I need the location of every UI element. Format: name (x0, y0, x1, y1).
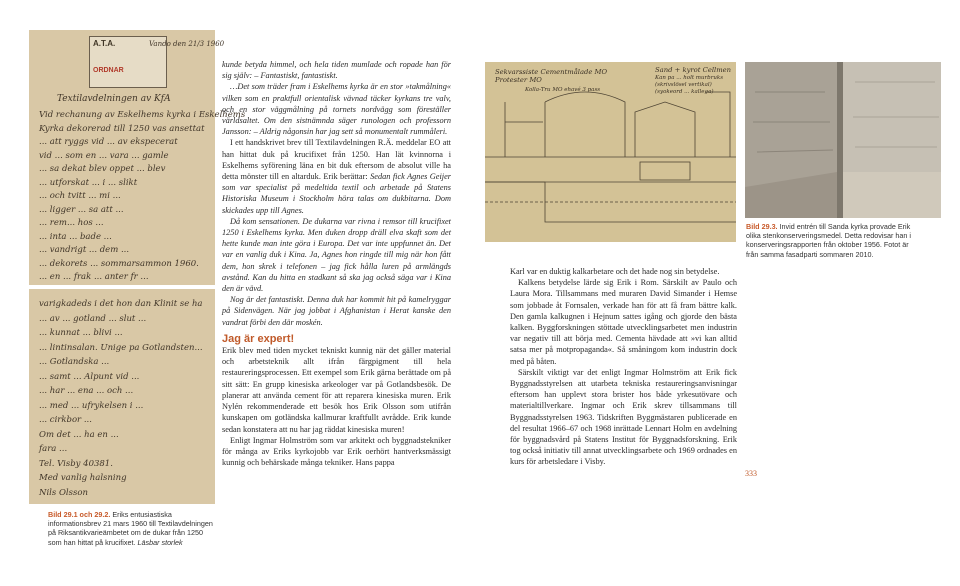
drawing-label-tr3: (skrivslösel vertikal) (655, 82, 712, 88)
left-paragraph-6: Erik blev med tiden mycket tekniskt kunnig när det gäller material och arbetsteknik allt ifrån färgpigment till hela restaureringsprocessen. Ett exempel som Erik gärna berättade om på sitt sätt: En grupp kinesiska arkeologer var på Gotlandsbesök. De planerar att använda cement för att reparera kinesiska muren. Erik Nylén rekommenderade ett besök hos Erik Olsson som utifrån kunskapen om gotländska kallmurar kraftfullt avrådde. Erik kunde sedan konstatera att nu har jag räddat kinesiska muren! (222, 346, 451, 434)
letter-top-line: ... sa dekat blev oppet ... blev (39, 164, 166, 174)
drawing-label-tr1: Sand + kyrot Cellmen (655, 66, 732, 74)
drawing-label-tl2: Protester MO (495, 76, 542, 84)
letter-bottom-line: ... kunnat ... blivi ... (39, 328, 123, 338)
letter-top-line: ... och tvitt ... mi ... (39, 191, 121, 201)
letter-top-line: ... ligger ... sa att ... (39, 204, 124, 215)
letter-top-line: ... rem... hos ... (39, 218, 104, 228)
caption-right-number: Bild 29.3. (746, 222, 778, 231)
page-number: 333 (745, 469, 757, 478)
right-paragraph-1: Karl var en duktig kalkarbetare och det hade nog sin betydelse. (510, 267, 720, 276)
left-paragraph-3-quote: Sedan fick Agnes Geijer som var specialist på medeltida textil och arbetade på Statens Historiska Museum i Stockholm höra talas om dukbitarna. Dom skickades upp till Agnes. (222, 172, 451, 215)
stamp-line2: ORDNAR (93, 67, 124, 74)
drawing-label-tl1: Sekvarssiste Cementmålade MO (495, 68, 608, 76)
caption-left-number: Bild 29.1 och 29.2. (48, 510, 111, 519)
left-paragraph-5: Nog är det fantastiskt. Denna duk har kommit hit på kamelryggar på Sidenvägen. När jag jobbat i Afghanistan i Herat kanske den vandrat förbi den där moskén. (222, 295, 451, 327)
letter-date: Vando den 21/3 1960 (149, 40, 225, 48)
letter-bottom-line: Nils Olsson (39, 487, 88, 498)
letter-heading: Textilavdelningen av KfA (57, 94, 171, 104)
letter-bottom-line: ... har ... ena ... och ... (39, 386, 134, 396)
caption-left (48, 510, 218, 547)
letter-bottom-line: fara ... (39, 444, 68, 454)
left-paragraph-3 (222, 137, 451, 215)
right-paragraph-2: Kalkens betydelse lärde sig Erik i Rom. Särskilt av Paulo och Laura Mora. Tillsammans med muraren David Simander i Hemse som jobbade åt Fornsalen, verkade han för att få fram bättre kalk. Den gamla kalkugnen i Hejnum sattes igång och gjorde den bästa kalken. Byggforskningen stöttade utvecklingsarbetet men industrin var negativ till att börja med. Cementa hävdade att »vi kan alltid satsa mer på motpropaganda«. Så småningom kom industrin dock med på båten. (510, 278, 737, 366)
letter-bottom-line: Tel. Visby 40381. (39, 458, 113, 469)
drawing-label-tr4: (syokeord ... kallega) (655, 89, 714, 95)
drawing-label-tr2: Kan pa ... holt murbruks (655, 75, 724, 81)
letter-bottom-line: ... av ... gotland ... slut ... (39, 313, 147, 324)
church-entrance-photo (745, 62, 941, 218)
left-paragraph-2: …Det som träder fram i Eskelhems kyrka är en stor »takmålning« vilken som en praktfull orientalisk vävnad täcker kyrkans tre valv, och en stor väggmålning på tornets nordvägg som föreställer världsaltet. Om den sistnämnda säger runologen och professorn Jansson: – Aldrig någonsin har jag sett så monumentalt rummåleri. (222, 82, 451, 137)
caption-left-text: Eriks entusiastiska informationsbrev 21 mars 1960 till Textilavdelningen på Riksantikvarieämbetet om de dukar från 1250 som han hittat på krucifixet. (48, 510, 213, 547)
caption-left-credit: Läsbar storlek (137, 537, 183, 547)
church-photo (745, 62, 941, 218)
letter-top-line: Kyrka dekorerad till 1250 vas ansettat (39, 123, 205, 134)
letter-image-top (29, 30, 246, 285)
drawing-sketch (485, 62, 736, 242)
letter-bottom-line: ... med ... ufrykelsen i ... (39, 400, 144, 411)
left-paragraph-4: Då kom sensationen. De dukarna var rivna i remsor till krucifixet 1250 i Eskelhems kyrka. Men duken dropp dräll elva skaft som det hette kunde man inte göra i Europa. Det var inte uppfunnet än. Det var en vanlig duk i Kina. Ja, Agnes hon ringde till mig när hon fått dem, hon skrek i telefonen – jag fick hålla luren på armlängds avstånd. Kan du hitta en stadkant så ska jag också säga var i Kina den är vävd. (222, 216, 451, 294)
letter-bottom-line: ... Gotlandska ... (39, 357, 110, 367)
letter-bottom-line: Om det ... ha en ... (39, 429, 119, 440)
letter-top-line: ... en ... frak ... anter fr ... (39, 272, 149, 282)
drawing-label-tl3: Kolla-Tru MO ehavé 3 pass (525, 87, 601, 93)
letter-bottom-line: ... samt ... Alpunt vid ... (39, 371, 140, 382)
left-paragraph-1: kunde betyda himmel, och hela tiden mumlade och ropade han för sig själv: – Fantastiskt, fantastiskt. (222, 60, 451, 81)
letter-top-line: ... att ryggs vid ... av ekspecerat (39, 137, 178, 147)
letter-bottom-line: ... cirkbor ... (39, 415, 92, 425)
letter-bottom-line: Med vanlig halsning (39, 473, 127, 483)
left-paragraph-7: Enligt Ingmar Holmström som var arkitekt och byggnadstekniker för många av Eriks kyrkojobb var Erik oerhört hantverksmässigt kunnig och behärskade många tekniker. Hans pappa (222, 435, 451, 468)
letter-bottom-line: varigkadeds i det hon dan Klinit se ha (39, 299, 203, 309)
letter-top-line: ... inta ... bade ... (39, 231, 112, 242)
section-heading: Jag är expert! (222, 332, 295, 345)
right-text-column (510, 266, 737, 468)
letter-top-line: ... vandrigt ... dem ... (39, 245, 130, 255)
left-text-column (222, 59, 451, 468)
stamp-line1: A.T.A. (93, 39, 116, 48)
left-paragraph-3-text: I ett handskrivet brev till Textilavdelningen R.Ä. meddelar EO att han hittat duk på krucifixet från 1250. Han lät kvinnorna i Eskelhems syförening läna en bit duk eftersom de absolut ville ha detta mönster till en altarduk. Erik berättar: (222, 138, 451, 182)
letter-top-line: ... utforskat ... i ... slikt (39, 177, 138, 188)
architectural-drawing (485, 62, 736, 242)
letter-top-line: vid ... som en ... vara ... gamle (39, 150, 169, 161)
letter-top-line: ... dekorets ... sommarsammon 1960. (39, 258, 199, 269)
right-paragraph-3: Särskilt viktigt var det enligt Ingmar Holmström att Erik fick Byggnadsstyrelsen att utarbeta tekniska restaureringsanvisningar eftersom han upplevt stora brister hos både yrkesutövare och materialtillverkare. Ingmar och Erik skrev tillsammans till Byggnadsstyrelsen 1963. Tidskriften Byggmästaren publicerade en del resultat 1966–67 och 1968 inrättade Lennart Holm en avdelning för byggnadsvård på Statens Institut för Byggnadsforskning. Erik tog också initiativ till annat utvecklingsarbete och 1969 ordnades en kurs för arbetsledare i Visby. (510, 367, 737, 467)
caption-right (746, 222, 922, 259)
caption-right-text: Invid entrén till Sanda kyrka provade Erik olika stenkonserveringsmedel. Detta redovisar han i konserveringsrapporten från oktober 1956. Fotot är från samma fasadparti sommaren 2010. (746, 222, 911, 259)
letter-top-line: Vid rechanung av Eskelhems kyrka i Eskelhems (39, 110, 246, 120)
letter-image-bottom (29, 289, 215, 504)
letter-bottom-line: ... lintinsalan. Unige pa Gotlandsten... (39, 342, 203, 353)
